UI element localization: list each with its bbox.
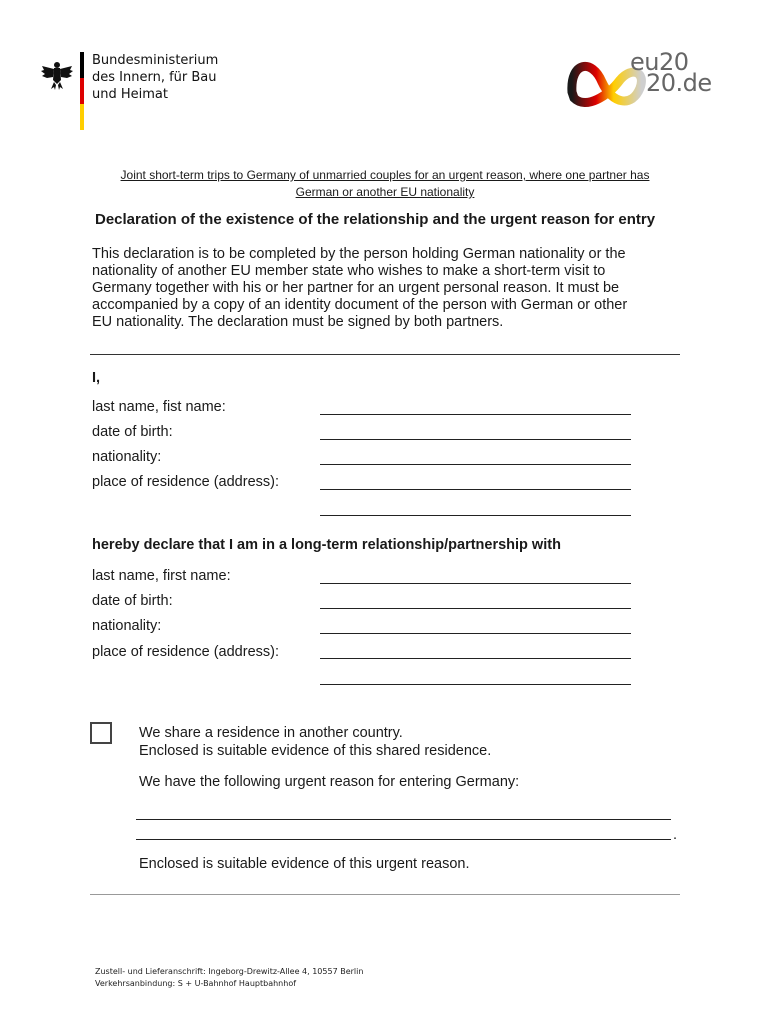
footer-line: Zustell- und Lieferanschrift: Ingeborg-Drewitz-Allee 4, 10557 Berlin [95, 967, 364, 976]
urgent-reason-prompt: We have the following urgent reason for entering Germany: [139, 774, 520, 790]
name-field-line[interactable] [320, 414, 631, 415]
topic-line: German or another EU nationality [295, 185, 475, 199]
bottom-divider [90, 894, 680, 895]
intro-line: accompanied by a copy of an identity document of the person with German or other [92, 297, 628, 313]
field-label-dob: date of birth: [92, 424, 173, 440]
shared-residence-checkbox[interactable] [90, 722, 112, 744]
ministry-line: des Innern, für Bau [92, 70, 217, 85]
partner-name-field-line[interactable] [320, 583, 631, 584]
declarant-intro: I, [92, 370, 101, 386]
field-label-nationality: nationality: [92, 449, 162, 465]
residence-line: Enclosed is suitable evidence of this shared residence. [139, 743, 492, 759]
topic-line: Joint short-term trips to Germany of unmarried couples for an urgent reason, where one partner has [120, 168, 650, 182]
document-topic [80, 167, 690, 201]
footer-address [95, 966, 363, 990]
page-title: Declaration of the existence of the relationship and the urgent reason for entry [95, 211, 656, 228]
urgent-reason-line-1[interactable] [136, 819, 671, 820]
ministry-line: Bundesministerium [92, 53, 219, 68]
dob-field-line[interactable] [320, 439, 631, 440]
german-flag-bar [80, 52, 84, 130]
address-field-line-2[interactable] [320, 515, 631, 516]
footer-line: Verkehrsanbindung: S + U-Bahnhof Hauptbahnhof [95, 979, 297, 988]
ministry-line: und Heimat [92, 87, 168, 102]
intro-line: This declaration is to be completed by the person holding German nationality or the [92, 246, 626, 262]
urgent-reason-line-2[interactable] [136, 839, 671, 840]
partner-nationality-field-line[interactable] [320, 633, 631, 634]
section-divider [90, 354, 680, 355]
partner-dob-field-line[interactable] [320, 608, 631, 609]
reason-period: . [673, 827, 678, 843]
residence-line: We share a residence in another country. [139, 725, 403, 741]
address-field-line[interactable] [320, 489, 631, 490]
shared-residence-text [139, 724, 491, 760]
partner-address-field-line[interactable] [320, 658, 631, 659]
partner-label-dob: date of birth: [92, 593, 173, 609]
urgent-evidence-text: Enclosed is suitable evidence of this urgent reason. [139, 856, 470, 872]
logo-text-bottom: 20.de [646, 69, 712, 97]
logo-text-top: eu20 [630, 48, 689, 76]
intro-line: EU nationality. The declaration must be signed by both partners. [92, 314, 504, 330]
ministry-name [92, 52, 218, 103]
partner-intro: hereby declare that I am in a long-term relationship/partnership with [92, 537, 561, 553]
intro-paragraph [92, 246, 692, 331]
federal-eagle-icon [40, 58, 74, 92]
nationality-field-line[interactable] [320, 464, 631, 465]
partner-label-name: last name, first name: [92, 568, 231, 584]
field-label-name: last name, fist name: [92, 399, 226, 415]
field-label-address: place of residence (address): [92, 474, 279, 490]
partner-address-field-line-2[interactable] [320, 684, 631, 685]
partner-label-nationality: nationality: [92, 618, 162, 634]
partner-label-address: place of residence (address): [92, 644, 279, 660]
intro-line: nationality of another EU member state who wishes to make a short-term visit to [92, 263, 606, 279]
intro-line: Germany together with his or her partner for an urgent personal reason. It must be [92, 280, 620, 296]
